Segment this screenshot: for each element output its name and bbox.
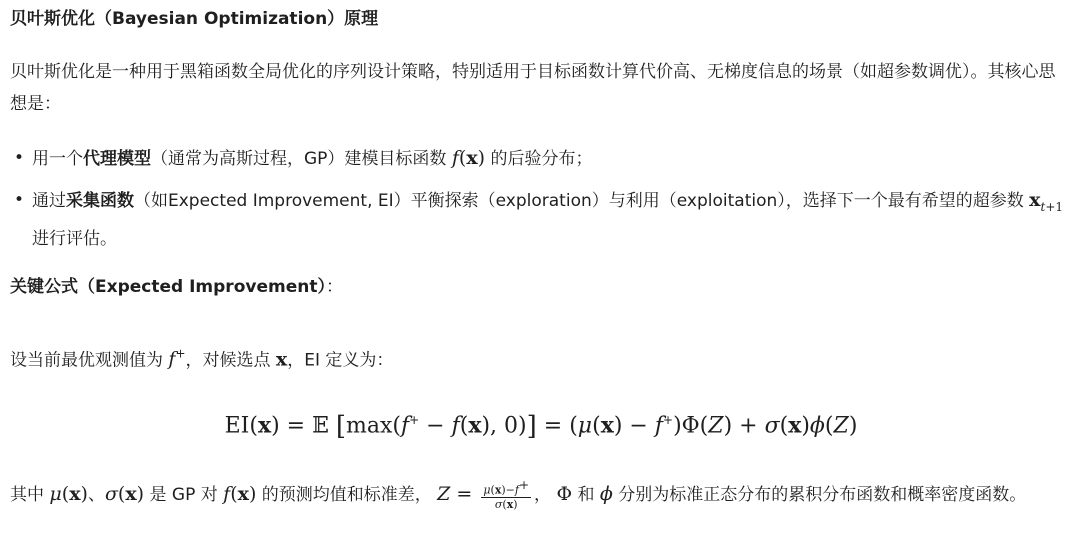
setup-paragraph bbox=[10, 338, 393, 376]
bullet-text-pre: 用一个 bbox=[32, 149, 83, 169]
explain-text-1: 是 GP 对 bbox=[149, 485, 218, 505]
math-f-of-x: f(x) bbox=[223, 483, 257, 505]
math-f-of-x: f(x) bbox=[451, 147, 486, 169]
setup-text-post: ，EI 定义为： bbox=[287, 350, 394, 371]
bullet-icon: • bbox=[14, 190, 25, 210]
page-title: 贝叶斯优化（Bayesian Optimization）原理 bbox=[10, 9, 379, 29]
explain-paragraph bbox=[10, 478, 1070, 511]
bullet-text-post: 进行评估。 bbox=[32, 228, 117, 249]
bullet-text-mid: （如Expected Improvement, EI）平衡探索（exploration）与利用（exploitation），选择下一个最有希望的超参数 bbox=[134, 191, 1024, 211]
math-z-definition: Z = $\frac{\mu(x)-f^+}{\sigma(x)}$ bbox=[437, 478, 530, 511]
explain-text-4: 和 bbox=[577, 485, 595, 505]
bullet-text-pre: 通过 bbox=[32, 191, 66, 211]
explain-text-3: ， bbox=[534, 485, 552, 505]
math-f-plus: f+ bbox=[168, 347, 186, 371]
formula-heading-tail: ： bbox=[325, 277, 343, 297]
math-phi-lower: ϕ bbox=[599, 483, 613, 505]
intro-paragraph: 贝叶斯优化是一种用于黑箱函数全局优化的序列设计策略，特别适用于目标函数计算代价高、无梯度信息的场景（如超参数调优）。其核心思想是： bbox=[10, 62, 1056, 114]
bullet-bold-term: 采集函数 bbox=[66, 191, 134, 211]
math-x: x bbox=[275, 348, 288, 371]
list-item bbox=[14, 184, 1072, 255]
bullet-icon: • bbox=[14, 148, 25, 168]
formula-heading bbox=[10, 276, 343, 298]
math-x-t-plus-1: $x_{t+1}$ bbox=[1029, 189, 1064, 214]
bullet-text-mid: （通常为高斯过程，GP）建模目标函数 bbox=[151, 149, 447, 169]
formula-heading-bold: 关键公式（Expected Improvement） bbox=[10, 277, 326, 297]
ei-formula: EI(x) = 𝔼 [max(f+ − f(x), 0)] = (μ(x) − f+)Φ(Z) + σ(x)ϕ(Z) bbox=[224, 411, 858, 442]
explain-text-2: 的预测均值和标准差， bbox=[261, 485, 432, 505]
math-mu-x: μ(x) bbox=[49, 483, 88, 505]
math-sigma-x: σ(x) bbox=[104, 483, 145, 505]
setup-text-mid: ，对候选点 bbox=[185, 350, 271, 371]
setup-text-pre: 设当前最优观测值为 bbox=[10, 350, 163, 371]
math-phi-upper: Φ bbox=[556, 483, 573, 505]
bullet-text-post: 的后验分布； bbox=[490, 149, 593, 169]
list-item bbox=[14, 142, 1072, 175]
bullet-bold-term: 代理模型 bbox=[83, 149, 151, 169]
explain-sep: 、 bbox=[87, 485, 105, 505]
explain-text-pre: 其中 bbox=[10, 485, 44, 505]
explain-text-post: 分别为标准正态分布的累积分布函数和概率密度函数。 bbox=[618, 485, 1027, 505]
